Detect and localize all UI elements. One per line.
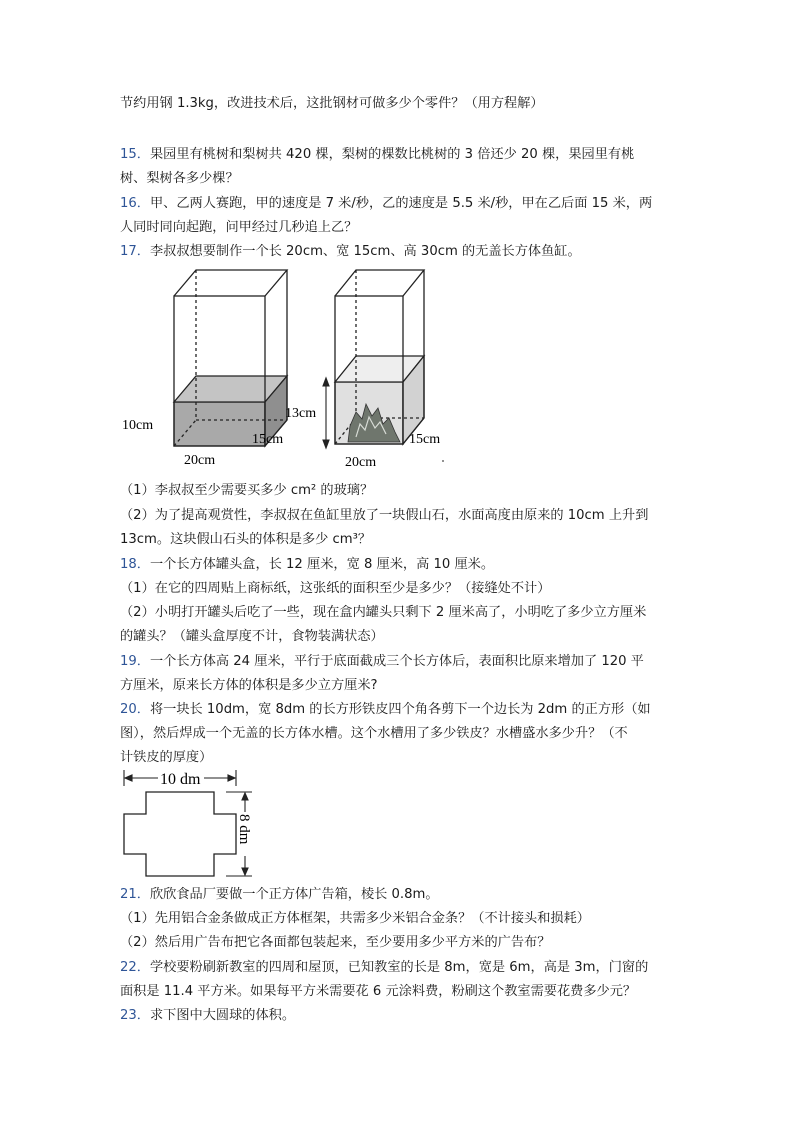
question-23 bbox=[120, 1007, 295, 1025]
question-number: 18． bbox=[120, 557, 150, 572]
question-number: 17． bbox=[120, 244, 150, 259]
question-21-part2: （2）然后用广告布把它各面都包装起来，至少要用多少平方米的广告布？ bbox=[120, 935, 551, 950]
question-number: 15． bbox=[120, 147, 150, 162]
question-number: 16． bbox=[120, 196, 150, 211]
question-number: 20． bbox=[120, 702, 150, 717]
tank-top-edges bbox=[174, 270, 287, 296]
question-18-part2-line2: 的罐头？（罐头盒厚度不计，食物装满状态） bbox=[120, 629, 384, 644]
stray-dot bbox=[442, 460, 444, 462]
question-text: 一个长方体高 24 厘米，平行于底面截成三个长方体后，表面积比原来增加了 120 平 bbox=[149, 654, 644, 669]
question-number: 23． bbox=[120, 1008, 150, 1023]
width-label: 8 dm bbox=[236, 814, 252, 845]
question-22-line1 bbox=[120, 959, 648, 977]
question-16-line2: 人同时同向起跑，问甲经过几秒追上乙？ bbox=[120, 220, 358, 235]
question-16-line1 bbox=[120, 195, 652, 213]
question-number: 19． bbox=[120, 654, 150, 669]
iron-sheet-figure bbox=[114, 768, 264, 880]
question-text: 求下图中大圆球的体积。 bbox=[149, 1008, 296, 1023]
line-q14-end: 节约用钢 1.3kg，改进技术后，这批钢材可做多少个零件？（用方程解） bbox=[120, 96, 544, 111]
question-20-line1 bbox=[120, 701, 651, 719]
question-21 bbox=[120, 886, 439, 904]
question-text: 果园里有桃树和梨树共 420 棵，梨树的棵数比桃树的 3 倍还少 20 棵，果园里有桃 bbox=[149, 147, 635, 162]
question-15-line1 bbox=[120, 146, 634, 164]
question-number: 21． bbox=[120, 887, 150, 902]
question-text: 李叔叔想要制作一个长 20cm、宽 15cm、高 30cm 的无盖长方体鱼缸。 bbox=[149, 244, 581, 259]
sheet-outline bbox=[124, 792, 236, 876]
fish-tank-figure bbox=[110, 262, 470, 472]
question-17-part2-line1: （2）为了提高观赏性，李叔叔在鱼缸里放了一块假山石，水面高度由原来的 10cm 上升到 bbox=[120, 508, 649, 523]
question-number: 22． bbox=[120, 960, 150, 975]
question-20-line2: 图），然后焊成一个无盖的长方体水槽。这个水槽用了多少铁皮？水槽盛水多少升？（不 bbox=[120, 726, 628, 741]
tank-left bbox=[174, 270, 287, 446]
question-21-part1: （1）先用铝合金条做成正方体框架，共需多少米铝合金条？（不计接头和损耗） bbox=[120, 911, 590, 926]
question-19-line2: 方厘米，原来长方体的体积是多少立方厘米? bbox=[120, 678, 378, 693]
question-20-line3: 计铁皮的厚度） bbox=[120, 750, 213, 765]
question-text: 欣欣食品厂要做一个正方体广告箱，棱长 0.8m。 bbox=[149, 887, 439, 902]
question-text: 一个长方体罐头盒，长 12 厘米，宽 8 厘米，高 10 厘米。 bbox=[149, 557, 495, 572]
question-18-part2-line1: （2）小明打开罐头后吃了一些，现在盒内罐头只剩下 2 厘米高了，小明吃了多少立方厘米 bbox=[120, 605, 647, 620]
question-17-part2-line2: 13cm。这块假山石头的体积是多少 cm³？ bbox=[120, 532, 372, 547]
length-label: 10 dm bbox=[160, 771, 201, 788]
question-17-part1: （1）李叔叔至少需要买多少 cm² 的玻璃？ bbox=[120, 483, 374, 498]
question-19-line1 bbox=[120, 653, 644, 671]
tank-top-edges bbox=[335, 270, 424, 296]
question-22-line2: 面积是 11.4 平方米。如果每平方米需要花 6 元涂料费，粉刷这个教室需要花费多少元？ bbox=[120, 984, 637, 999]
question-17 bbox=[120, 243, 581, 261]
right-length-label: 20cm bbox=[345, 455, 377, 470]
height-arrow bbox=[323, 378, 329, 448]
question-18-part1: （1）在它的四周贴上商标纸，这张纸的面积至少是多少？（接缝处不计） bbox=[120, 581, 551, 596]
question-text: 甲、乙两人赛跑，甲的速度是 7 米/秒，乙的速度是 5.5 米/秒，甲在乙后面 15 米，两 bbox=[149, 196, 653, 211]
question-18 bbox=[120, 556, 494, 574]
left-length-label: 20cm bbox=[184, 453, 216, 468]
question-text: 学校要粉刷新教室的四周和屋顶，已知教室的长是 8m，宽是 6m，高是 3m，门窗的 bbox=[149, 960, 649, 975]
left-height-label: 10cm bbox=[122, 418, 154, 433]
question-text: 将一块长 10dm，宽 8dm 的长方形铁皮四个角各剪下一个边长为 2dm 的正方形（如 bbox=[149, 702, 651, 717]
left-width-label: 15cm bbox=[252, 432, 284, 447]
right-height-label: 13cm bbox=[285, 406, 317, 421]
right-width-label: 15cm bbox=[409, 432, 441, 447]
question-15-line2: 树、梨树各多少棵？ bbox=[120, 171, 239, 186]
